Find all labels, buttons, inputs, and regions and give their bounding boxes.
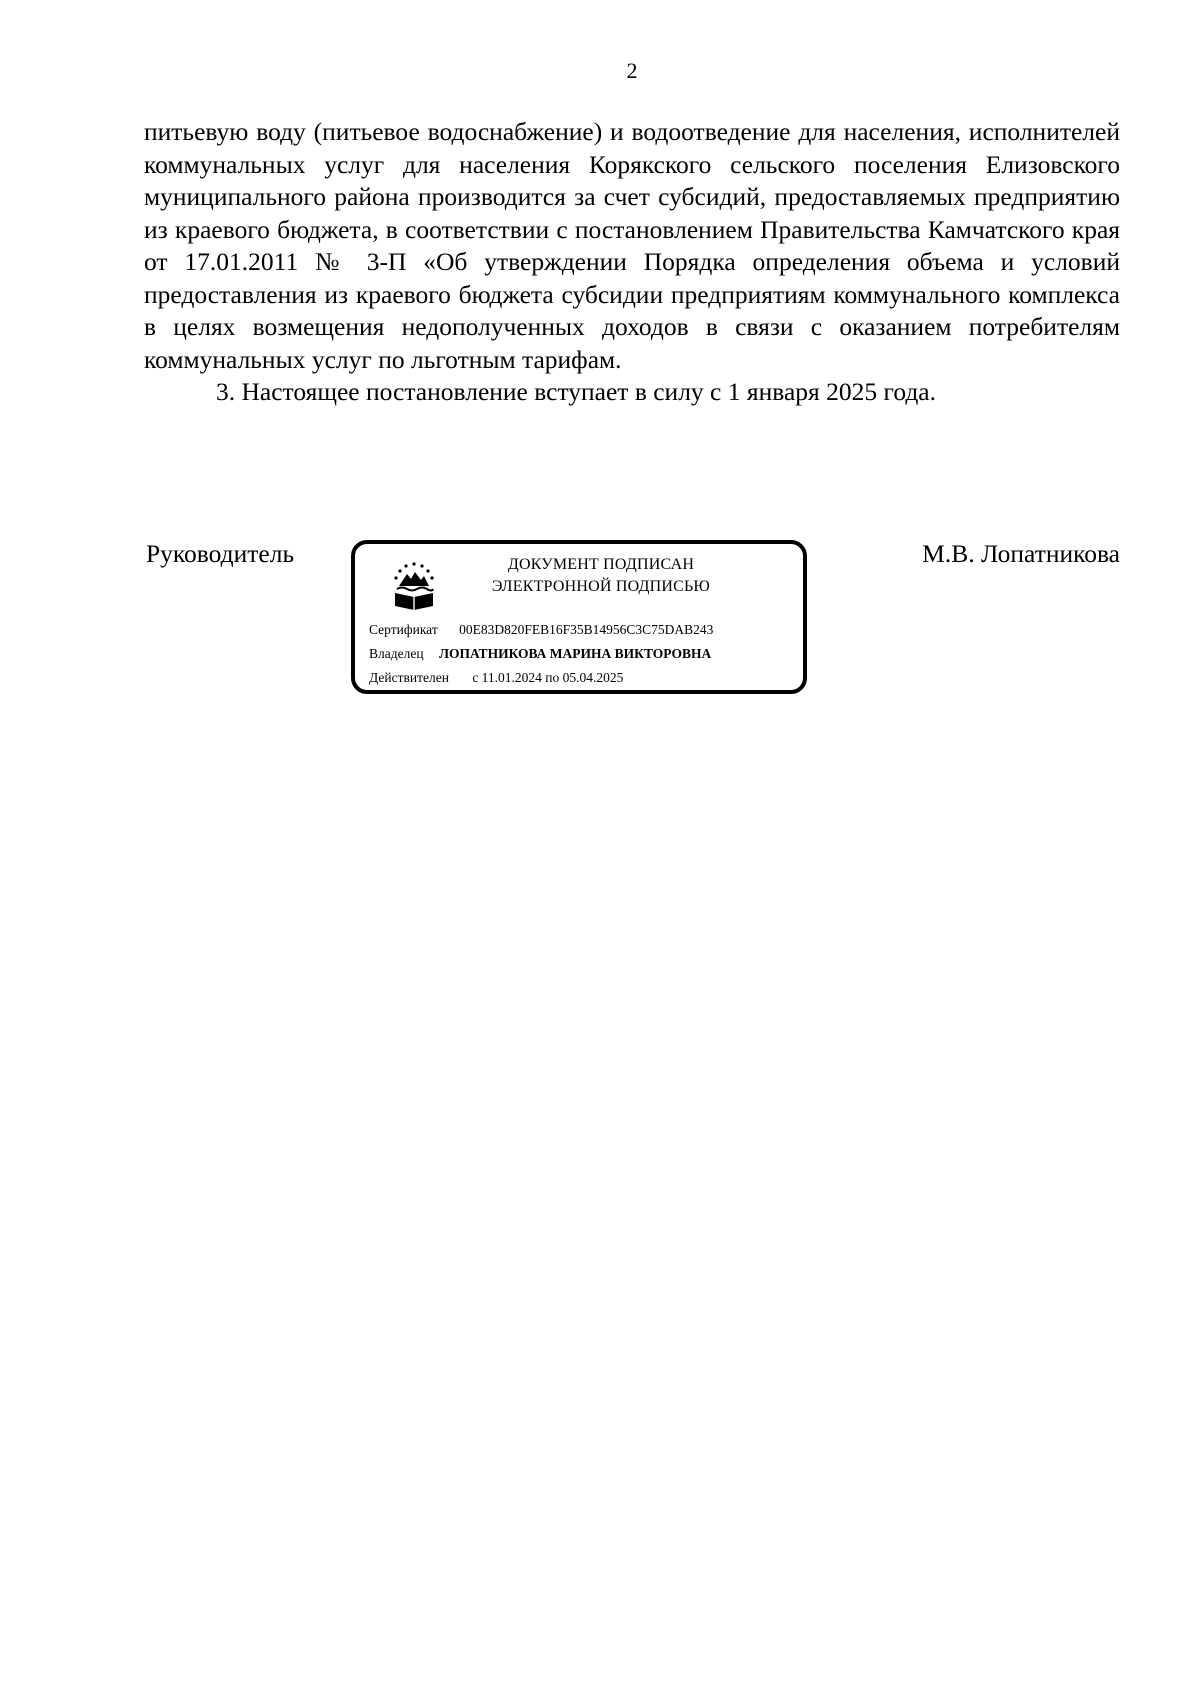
signer-name: М.В. Лопатникова: [922, 539, 1120, 568]
stamp-heading: [451, 554, 751, 598]
paragraph-3: 3. Настоящее постановление вступает в силу с 1 января 2025 года.: [216, 377, 937, 406]
certificate-value: 00E83D820FEB16F35B14956C3C75DAB243: [459, 622, 714, 637]
stamp-owner-row: [369, 646, 711, 662]
certificate-label: Сертификат: [369, 622, 438, 637]
kamchatka-emblem-icon: [391, 560, 437, 614]
page-number: 2: [626, 58, 638, 83]
owner-label: Владелец: [369, 646, 424, 661]
electronic-signature-stamp: [351, 540, 807, 694]
stamp-validity-row: [369, 670, 623, 686]
stamp-heading-line2: ЭЛЕКТРОННОЙ ПОДПИСЬЮ: [491, 578, 711, 595]
paragraph-continuation: питьевую воду (питьевое водоснабжение) и водоотведение для населения, исполнителей коммунальных услуг для населения Корякского сельского поселения Елизовского муниципального района производится за счет субсидий, предоставляемых предприятию из краевого бюджета, в соответствии с постановлением Правительства Камчатского края от 17.01.2011 № 3-П «Об утверждении Порядка определения объема и условий предоставления из краевого бюджета субсидии предприятиям коммунального комплекса в целях возмещения недополученных доходов в связи с оказанием потребителям коммунальных услуг по льготным тарифам.: [144, 117, 1120, 374]
stamp-heading-line1: ДОКУМЕНТ ПОДПИСАН: [507, 556, 695, 573]
owner-value: ЛОПАТНИКОВА МАРИНА ВИКТОРОВНА: [438, 646, 712, 661]
signer-title: Руководитель: [146, 539, 295, 568]
document-body: [144, 116, 1120, 409]
validity-label: Действителен: [369, 670, 449, 685]
stamp-certificate-row: [369, 622, 713, 638]
validity-value: с 11.01.2024 по 05.04.2025: [472, 670, 624, 685]
